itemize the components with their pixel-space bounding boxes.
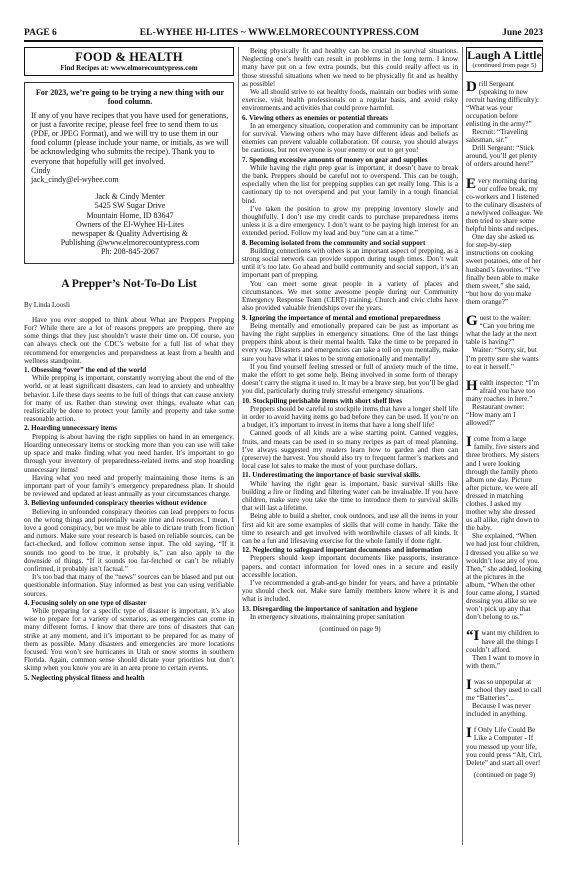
contact-line: newspaper & Quality Advertising & [72, 229, 188, 239]
contact-line: Ph: 208-845-2067 [101, 247, 159, 257]
drop-cap: “I [466, 628, 480, 645]
info-email: jack_cindy@el-wyhee.com [31, 175, 119, 185]
article-paragraph: While having the right prep gear is important, it doesn’t have to break the bank. Preppers should be careful not to overspend. This can be tough, especially when the list for prepping supplies can get really long. This is a cautionary tip to not overspend and put your family in a tough financial bind. [242, 163, 458, 205]
article-body-part2 [242, 47, 458, 621]
article-subhead: 1. Obsessing “over” the end of the world [24, 366, 147, 375]
joke-item [466, 726, 543, 766]
joke-item [466, 177, 543, 307]
article-paragraph: Being mentally and emotionally prepared can be just as important as having the right supplies in emergency situations. One of the last things preppers think about is their mental health. Take the time to be prepared in every way. Disasters and emergencies can take a toll on you mentally, make sure you have what it takes to be strong emotionally and mentally! [242, 321, 458, 363]
info-signature: Cindy [31, 165, 51, 175]
article-subhead: 3. Believing unfounded conspiracy theories without evidence [24, 499, 207, 508]
article-paragraph: Preppers should be careful to stockpile items that have a longer shelf life in order to avoid having items go bad before they can be used. If you’re on a budget, it’s important to invest in items that have a long shelf life! [242, 404, 458, 430]
column-left [24, 47, 234, 845]
joke-text [466, 128, 543, 144]
section-subtitle: Find Recipes at: www.elmorecountypress.com [60, 64, 198, 72]
joke-text [466, 702, 543, 718]
article-subhead: 6. Viewing others as enemies or potential threats [242, 113, 388, 122]
article-paragraph: Preppers should keep important documents like passports, insurance papers, and contact information for loved ones in a secure and easily accessible location. [242, 554, 458, 579]
joke-item [466, 435, 543, 621]
contact-line: Mountain Home, ID 83647 [86, 210, 174, 220]
joke-text [466, 654, 543, 670]
joke-line: Waiter: “Sorry, sir, but I’m pretty sure she wants to eat it herself.” [466, 346, 539, 371]
article-subhead: 10. Stockpiling perishable items with short shelf lives [242, 396, 403, 405]
info-heading: For 2023, we’re going to be trying a new thing with our food column. [35, 88, 225, 107]
contact-line: 5425 SW Sugar Drive [94, 201, 166, 211]
joke-item [466, 379, 543, 428]
joke-text [466, 678, 543, 702]
joke-text [466, 233, 543, 306]
laugh-subtitle: (continued from page 5) [472, 62, 537, 69]
drop-cap: E [466, 175, 477, 192]
column-rule [238, 47, 239, 845]
joke-line: rill Sergeant (speaking to new recruit having difficulty): “What was your occupation before enlisting in the army?” [466, 79, 539, 128]
article-paragraph: Canned goods of all kinds are a wise starting point. Canned veggies, fruits, and meats can be used in so many recipes as part of meal planning. I’ve always suggested my readers learn how to garden and then can (preserve) the harvest. You should also try to frequent farmer’s markets and local case lot sales to make the most of your purchase dollars. [242, 429, 458, 471]
joke-text [466, 532, 543, 621]
contact-line: Jack & Cindy Menter [95, 192, 165, 202]
article-subhead: 8. Becoming isolated from the community and social support [242, 238, 426, 247]
article-paragraph: If you find yourself feeling stressed or full of anxiety much of the time, make the effort to get some help. Being involved in some form of therapy doesn’t carry the stigma it used to. It may be a brave step, but you’ll be glad you did, particularly during truly stressful emergency situations. [242, 362, 458, 396]
article-paragraph: In emergency situations, maintaining proper sanitation [250, 612, 405, 621]
joke-item [466, 80, 543, 169]
article-paragraph: Believing in unfounded conspiracy theories can lead preppers to focus on the wrong things and potentially waste time and resources. I mean, I love a good conspiracy, but we must be able to dictate truth from fiction and rumors. Make sure your research is based on reliable sources, can be fact-checked, and follow common sense input. The old saying, “If it sounds too good to be true, it probably is,” can also apply to the downside of things, “If it sounds too far-fetched or can’t be reliably confirmed, it probably isn’t factual.” [24, 507, 234, 573]
contact-line: Publishing @www.elmorecountypress.com [60, 238, 200, 248]
article-paragraph: It’s too bad that many of the “news” sources can be biased and put out questionable information. Stay informed as best you can using verifiable sources. [24, 573, 234, 598]
article-subhead: 5. Neglecting physical fitness and health [24, 673, 145, 682]
food-health-box [24, 47, 234, 76]
column-right [466, 47, 543, 845]
page-number: PAGE 6 [24, 28, 57, 38]
issue-date: June 2023 [502, 28, 543, 38]
drop-cap: H [466, 377, 478, 394]
drop-cap: I [466, 434, 472, 451]
article-paragraph: While preparing for a specific type of disaster is important, it’s also wise to prepare for a variety of scenarios, as emergencies can come in many different forms. I know that there are tons of disasters that can strike at any moment, and it’s important to be prepared for as many of them as possible. Many disasters and emergencies are more locations focused. You won’t see hurricanes in Utah or snow storms in southern Florida. Again, common sense should dictate your priorities but don’t skimp when you know you are in an area prone to certain events. [24, 606, 234, 673]
section-title: FOOD & HEALTH [75, 50, 183, 64]
joke-text [466, 403, 543, 427]
article-subhead: 2. Hoarding unnecessary items [24, 424, 118, 433]
article-subhead: 7. Spending excessive amounts of money on gear and supplies [242, 155, 428, 164]
joke-line: f Only Life Could Be Like a Computer - If you messed up your life, you could press “Alt, Ctrl, Delete” and start all over! [466, 726, 542, 767]
article-subhead: 12. Neglecting to safeguard important documents and information [242, 546, 443, 555]
joke-text [466, 144, 543, 168]
joke-text [466, 314, 543, 346]
continued-note: (continued on page 9) [319, 625, 381, 634]
joke-item [466, 629, 543, 669]
joke-line: Restaurant owner: “How many am I allowed?” [466, 402, 525, 428]
joke-line: Then I want to move in with them.” [466, 653, 540, 670]
drop-cap: D [466, 78, 477, 95]
article-paragraph: While having the right gear is important, basic survival skills like building a fire or finding and filtering water can be invaluable. If you have children, make sure you take the time to introduce them to survival skills that will last a lifetime. [242, 479, 458, 513]
article-subhead: 13. Disregarding the importance of sanitation and hygiene [242, 604, 418, 613]
article-subhead: 9. Ignoring the importance of mental and emotional preparedness [242, 313, 441, 322]
article-paragraph: Being physically fit and healthy can be crucial in survival situations. Neglecting one’s health can result in problems in the long term. I know many have put on a few extra pounds, but this could really affect us in those stressful situations when we need to be physically fit and as healthy as possible! [242, 47, 458, 88]
joke-text [466, 346, 543, 370]
article-paragraph: Prepping is about having the right supplies on hand in an emergency. Hoarding unnecessary items or stocking more than you can use will take up space and make finding what you need harder. It’s important to go through your inventory of preparedness-related items and stop hoarding unnecessary items! [24, 432, 234, 474]
joke-line: want my children to have all the things I couldn’t afford. [466, 629, 540, 654]
article-body-part1 [24, 316, 234, 682]
joke-text [466, 379, 543, 403]
joke-line: come from a large family, five sisters and three brothers. My sisters and I were looking through the family photo album one day. Picture after picture, we were all dressed in matching clothes. I asked my mother why she dressed us all alike, right down to the baby. [466, 435, 540, 533]
article-paragraph: I’ve recommended a grab-and-go binder for years, and have a printable you should check out. Make sure family members know where it is and what is included. [242, 579, 458, 604]
column-rule [462, 47, 463, 845]
jokes-list [466, 80, 543, 767]
joke-line: ealth inspector: “I’m afraid you have too many roaches in here.” [466, 378, 540, 403]
masthead-url: EL-WYHEE HI-LITES ~ WWW.ELMORECOUNTYPRESS.COM [139, 28, 420, 38]
article-paragraph: Building connections with others is an important aspect of prepping, as a strong social network can provide support during tough times. Don’t wait until it’s too late. Go ahead and build community and social support, it’s an important part of prepping. [242, 246, 458, 280]
joke-line: very morning during our coffee break, my co-workers and I listened to the culinary disasters of a newlywed colleague. We then tried to share some helpful hints and recipes. [466, 176, 543, 234]
article-paragraph: Having what you need and properly maintaining those items is an important part of your family’s emergency preparedness plan. It should be reviewed and updated at least annually as your circumstances change. [24, 473, 234, 499]
joke-line: was so unpopular at school they used to call me “Batteries”... [466, 677, 542, 703]
joke-text [466, 435, 543, 532]
article-paragraph: I’ve taken the position to grow my prepping inventory slowly and thoughtfully. I don’t use my credit cards to purchase preparedness items unless it is a dire emergency. I don’t want to be paying high interest for an extended period. Follow my lead and buy “one can at a time.” [242, 204, 458, 238]
article-paragraph: Being able to build a shelter, cook outdoors, and use all the items in your first aid kit are some examples of skills that will come in handy. Take the time to research and get involved with worthwhile classes of all kinds. It can be a fun and lifesaving exercise for the whole family if done right. [242, 512, 458, 545]
page-header [24, 26, 543, 42]
laugh-title: Laugh A Little [467, 48, 542, 62]
article-paragraph: Have you ever stopped to think about What are Preppers Prepping For? While there are a lot of reasons preppers are prepping, there are some things that they just shouldn’t waste their time on. Of course, you can always check out the CDC’s website for a full list of what they recommend for emergencies and preparedness at least from a health and wellness standpoint. [24, 315, 234, 365]
contact-line: Owners of the El-Wyhee Hi-Lites [76, 219, 184, 229]
joke-line: Drill Sergeant: “Stick around, you’ll get plenty of orders around here!” [466, 144, 538, 169]
contact-block [31, 192, 229, 256]
info-body: If any of you have recipes that you have used for generations, or just a favorite recipe, please feel free to send them to us (PDF, or JPEG Format), and we will try to use them in our food column (please include your name, or initials, as we will be acknowledging who submits the recipe). Thank you to everyone that hopefully will get involved. [31, 110, 229, 166]
article-paragraph: We all should strive to eat healthy foods, maintain our bodies with some exercise, visit health professionals on a regular basis, and avoid risky environments and activities that could prove harmful. [242, 88, 458, 113]
joke-line: Recruit: “Traveling salesman, sir.” [466, 128, 528, 145]
newspaper-page [24, 26, 543, 845]
article-paragraph: While prepping is important, constantly worrying about the end of the world, or at least significant disasters, can lead to anxiety and unhealthy behavior. Life these days seems to be full of things that can cause anxiety for many of us. Rather than stewing over things, evaluate what can realistically be done to protect your family and property and take some reasonable action. [24, 374, 234, 424]
joke-text [466, 177, 543, 234]
article-subhead: 11. Underestimating the importance of basic survival skills. [242, 471, 421, 480]
drop-cap: G [466, 313, 478, 330]
continued-note: (continued on page 9) [473, 770, 536, 779]
joke-line: One day she asked us for step-by-step instructions on cooking sweet potatoes, one of her husband’s favorites. “I’ve finally been able to make them sweet,” she said, “but how do you make them orange?” [466, 233, 541, 306]
column-middle [242, 47, 458, 845]
article-title: A Prepper’s Not-To-Do List [61, 277, 197, 290]
joke-line: She explained, “When we had just four children, I dressed you alike so we wouldn’t lose any of you. Then,” she added, looking at the pictures in the album, “When the other four came along, I started dressing you alike so we won’t pick up any that don’t belong to us.” [466, 532, 542, 622]
drop-cap: I [466, 676, 472, 693]
drop-cap: I [466, 725, 472, 742]
article-paragraph: In an emergency situation, cooperation and community can be important for survival. Viewing others who may have different ideas and beliefs as enemies can prevent valuable collaboration. Of course, you should always be cautious, but not everyone is your enemy or out to get you! [242, 121, 458, 155]
article-paragraph: You can meet some great people in a variety of places and circumstances. We met some awesome people during our Community Emergency Response Team (CERT) training. Church and civic clubs have also provided valuable friendships over the years. [242, 279, 458, 313]
article-subhead: 4. Focusing solely on one type of disaster [24, 598, 147, 607]
article-byline: By Linda Loosli [24, 300, 70, 309]
joke-text [466, 726, 543, 766]
joke-item [466, 314, 543, 371]
joke-item [466, 678, 543, 718]
joke-text [466, 629, 543, 653]
joke-line: Because I was never included in anything. [466, 702, 531, 719]
joke-text [466, 80, 543, 129]
joke-line: uest to the waiter: “Can you bring me what the lady at the next table is having?” [466, 314, 537, 347]
recipe-info-box [24, 82, 234, 264]
laugh-box [466, 47, 543, 72]
